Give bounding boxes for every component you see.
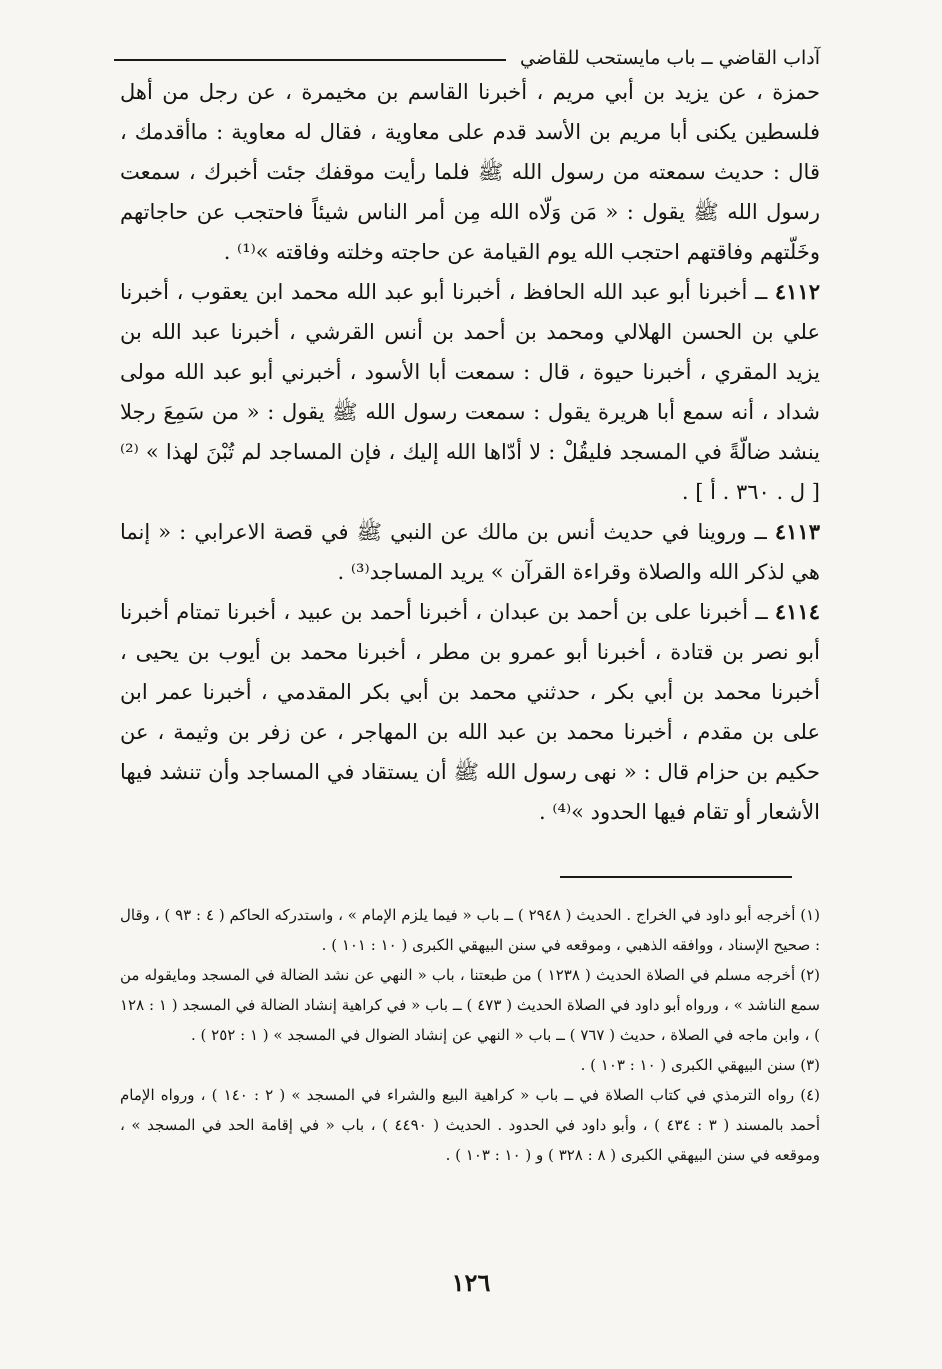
header-title: آداب القاضي ــ باب مايستحب للقاضي: [520, 47, 820, 69]
footnote-separator: [560, 876, 792, 878]
hadith-text: ــ أخبرنا على بن أحمد بن عبدان ، أخبرنا أحمد بن عبيد ، أخبرنا تمتام أخبرنا أبو نصر بن قتادة ، أخبرنا أبو عمرو بن مطر ، أخبرنا محمد بن أيوب بن يحيى ، أخبرنا محمد بن أبي بكر ، حدثني محمد بن أبي بكر المقدمي ، أخبرنا عمر ابن على بن مقدم ، أخبرنا محمد بن عبد الله بن المهاجر ، عن زفر بن وثيمة ، عن حكيم بن حزام قال : « نهى رسول الله ﷺ أن يستقاد في المساجد وأن تنشد فيها الأشعار أو تقام فيها الحدود »⁽⁴⁾ .: [120, 600, 820, 824]
footnote-1: (١) أخرجه أبو داود في الخراج . الحديث ( ٢٩٤٨ ) ــ باب « فيما يلزم الإمام » ، واستدركه الحاكم ( ٤ : ٩٣ ) ، وقال : صحيح الإسناد ، ووافقه الذهبي ، وموقعه في سنن البيهقي الكبرى ( ١٠ : ١٠١ ) .: [120, 906, 820, 954]
hadith-4112: [120, 272, 820, 512]
hadith-number: ٤١١٢: [774, 279, 820, 304]
page-number: ١٢٦: [451, 1268, 491, 1297]
header-rule: [114, 59, 506, 61]
paragraph-continuation: حمزة ، عن يزيد بن أبي مريم ، أخبرنا القاسم بن مخيمرة ، عن رجل من أهل فلسطين يكنى أبا مريم بن الأسد قدم على معاوية ، فقال له معاوية : ماأقدمك ، قال : حديث سمعته من رسول الله ﷺ فلما رأيت موقفك جئت أخبرك ، سمعت رسول الله ﷺ يقول : « مَن وَلّاه الله مِن أمر الناس شيئاً فاحتجب عن حاجاتهم وخَلّتهم وفاقتهم احتجب الله يوم القيامة عن حاجته وخلته وفاقته »⁽¹⁾ .: [120, 80, 820, 264]
footnote-2: (٢) أخرجه مسلم في الصلاة الحديث ( ١٢٣٨ ) من طبعتنا ، باب « النهي عن نشد الضالة في المسجد ومايقوله من سمع الناشد » ، ورواه أبو داود في الصلاة الحديث ( ٤٧٣ ) ــ باب « في كراهية إنشاد الضالة في المسجد ( ١ : ١٢٨ ) ، وابن ماجه في الصلاة ، حديث ( ٧٦٧ ) ــ باب « النهي عن إنشاد الضوال في المسجد » ( ١ : ٢٥٢ ) .: [120, 966, 821, 1044]
main-text: [120, 72, 820, 832]
hadith-text: ــ أخبرنا أبو عبد الله الحافظ ، أخبرنا أبو عبد الله محمد ابن يعقوب ، أخبرنا علي بن الحسن الهلالي ومحمد بن أحمد بن أنس القرشي ، أخبرنا عبد الله بن يزيد المقري ، أخبرنا حيوة ، قال : سمعت أبا الأسود ، أخبرني أبو عبد الله مولى شداد ، أنه سمع أبا هريرة يقول : سمعت رسول الله ﷺ يقول : « من سَمِعَ رجلا ينشد ضالّةً في المسجد فليقُلْ : لا أدّاها الله إليك ، فإن المساجد لم تُبْنَ لهذا » ⁽²⁾ [ ل . ٣٦٠ . أ ] .: [120, 280, 820, 504]
footnote-4: (٤) رواه الترمذي في كتاب الصلاة في ــ باب « كراهية البيع والشراء في المسجد » ( ٢ : ١٤٠ ) ، ورواه الإمام أحمد بالمسند ( ٣ : ٤٣٤ ) ، وأبو داود في الحدود . الحديث ( ٤٤٩٠ ) ، باب « في إقامة الحد في المسجد » ، وموقعه في سنن البيهقي الكبرى ( ٨ : ٣٢٨ ) و ( ١٠ : ١٠٣ ) .: [120, 1086, 821, 1164]
hadith-4113: [120, 512, 820, 592]
hadith-4114: [120, 592, 820, 832]
hadith-number: ٤١١٤: [774, 599, 820, 624]
hadith-number: ٤١١٣: [774, 519, 820, 544]
hadith-text: ــ وروينا في حديث أنس بن مالك عن النبي ﷺ في قصة الاعرابي : « إنما هي لذكر الله والصلاة وقراءة القرآن » يريد المساجد⁽³⁾ .: [120, 520, 820, 584]
footnotes: [120, 900, 820, 1170]
running-header: [114, 40, 820, 76]
footnote-3: (٣) سنن البيهقي الكبرى ( ١٠ : ١٠٣ ) .: [580, 1056, 820, 1074]
